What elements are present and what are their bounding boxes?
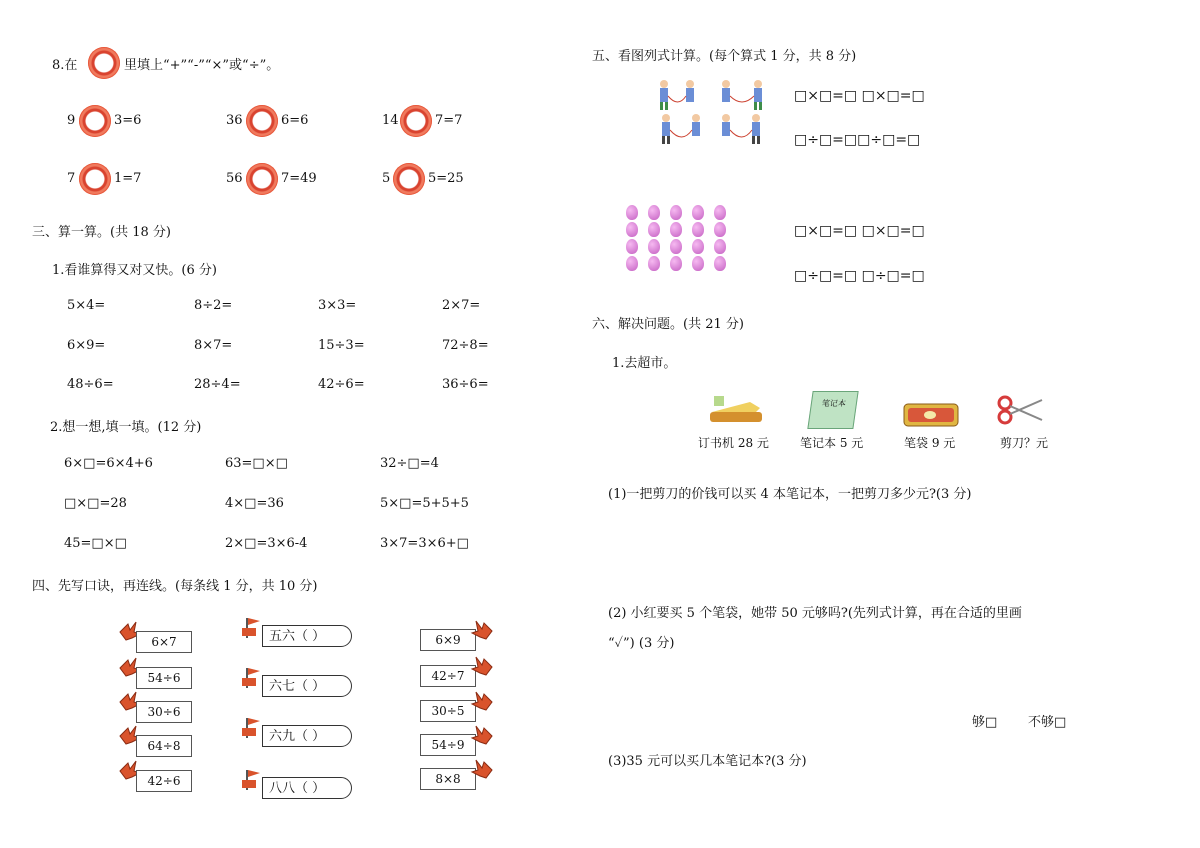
s6-q3: (3)35 元可以买几本笔记本?(3 分) [608,754,807,769]
flower-icon[interactable] [79,163,111,195]
formula-line: □×□=□ □×□=□ [794,223,925,239]
item-price-label: 笔袋 9 元 [904,436,956,450]
eggplant-grid-image [626,205,726,271]
fill-item: 5×□=5+5+5 [380,496,469,511]
notebook-icon [807,391,858,429]
bird-icon [470,690,494,712]
s3-p2-title: 2.想一想,填一填。(12 分) [50,420,202,435]
left-card[interactable]: 30÷6 [136,701,192,723]
s6-q2-line2: “✓”) (3 分) [608,636,675,651]
flower-icon[interactable] [400,105,432,137]
q8-b: 1=7 [114,171,142,186]
q8-a: 14 [382,113,399,128]
section6-title: 六、解决问题。(共 21 分) [592,317,744,332]
fill-item: 3×7=3×6+□ [380,536,469,551]
item-price-label: 订书机 28 元 [698,436,769,450]
formula-line: □÷□=□ □÷□=□ [794,268,925,284]
fill-item: 4×□=36 [225,496,284,511]
calc-item: 36÷6= [442,377,489,392]
calc-item: 8÷2= [194,298,233,313]
item-price-label: 笔记本 5 元 [800,436,864,450]
right-card[interactable]: 54÷9 [420,734,476,756]
calc-item: 42÷6= [318,377,365,392]
left-card[interactable]: 42÷6 [136,770,192,792]
formula-line: □÷□=□□÷□=□ [794,132,921,148]
stapler-icon [706,394,766,426]
fill-item: 32÷□=4 [380,456,439,471]
choice-not-enough[interactable]: 不够□ [1028,715,1067,730]
q8-a: 56 [226,171,243,186]
left-card[interactable]: 6×7 [136,631,192,653]
q8-a: 7 [67,171,76,186]
right-card[interactable]: 30÷5 [420,700,476,722]
calc-item: 48÷6= [67,377,114,392]
q8-intro [52,54,77,73]
q8-a: 9 [67,113,76,128]
q8-a: 36 [226,113,243,128]
flower-icon [88,47,120,79]
q8-intro-suffix: 里填上“+”“-”“×”或“÷”。 [124,58,280,73]
bird-icon [470,758,494,780]
ribbon-formula[interactable]: 六九（ ） [262,725,352,747]
bird-icon [470,619,494,641]
ribbon-formula[interactable]: 六七（ ） [262,675,352,697]
calc-item: 28÷4= [194,377,241,392]
children-jumping-rope-image [656,78,771,148]
q8-b: 5=25 [428,171,464,186]
section4-title: 四、先写口诀，再连线。(每条线 1 分，共 10 分) [32,579,318,594]
q8-b: 7=7 [435,113,463,128]
q8-intro-prefix: 8.在 [52,58,78,73]
pencil-case-icon [902,400,960,428]
section3-title: 三、算一算。(共 18 分) [32,225,171,240]
fill-item: 63=□×□ [225,456,288,471]
calc-item: 5×4= [67,298,106,313]
q8-b: 6=6 [281,113,309,128]
right-card[interactable]: 42÷7 [420,665,476,687]
item-price-label: 剪刀？元 [1000,436,1049,450]
fill-item: 2×□=3×6-4 [225,536,308,551]
s3-p1-title: 1.看谁算得又对又快。(6 分) [52,263,217,278]
bird-icon [470,655,494,677]
s6-q1: (1)一把剪刀的价钱可以买 4 本笔记本，一把剪刀多少元?(3 分) [608,487,972,502]
flower-icon[interactable] [79,105,111,137]
flower-icon[interactable] [246,105,278,137]
calc-item: 6×9= [67,338,106,353]
fill-item: 6×□=6×4+6 [64,456,153,471]
fill-item: □×□=28 [64,496,127,511]
formula-line: □×□=□ □×□=□ [794,88,925,104]
calc-item: 72÷8= [442,338,489,353]
left-card[interactable]: 54÷6 [136,667,192,689]
ribbon-formula[interactable]: 八八（ ） [262,777,352,799]
flower-icon[interactable] [246,163,278,195]
s6-p1-title: 1.去超市。 [612,356,677,371]
fill-item: 45=□×□ [64,536,127,551]
s6-q2-line1: (2) 小红要买 5 个笔袋，她带 50 元够吗?(先列式计算，再在合适的里画 [608,606,1022,621]
q8-a: 5 [382,171,391,186]
calc-item: 2×7= [442,298,481,313]
calc-item: 15÷3= [318,338,365,353]
scissors-icon [996,394,1046,426]
section5-title: 五、看图列式计算。(每个算式 1 分，共 8 分) [592,49,857,64]
calc-item: 3×3= [318,298,357,313]
bird-icon [470,724,494,746]
q8-b: 7=49 [281,171,317,186]
flower-icon[interactable] [393,163,425,195]
right-card[interactable]: 6×9 [420,629,476,651]
left-card[interactable]: 64÷8 [136,735,192,757]
right-card[interactable]: 8×8 [420,768,476,790]
q8-b: 3=6 [114,113,142,128]
choice-enough[interactable]: 够□ [972,715,998,730]
notebook-cover-label: 笔记本 [821,399,847,408]
ribbon-formula[interactable]: 五六（ ） [262,625,352,647]
calc-item: 8×7= [194,338,233,353]
